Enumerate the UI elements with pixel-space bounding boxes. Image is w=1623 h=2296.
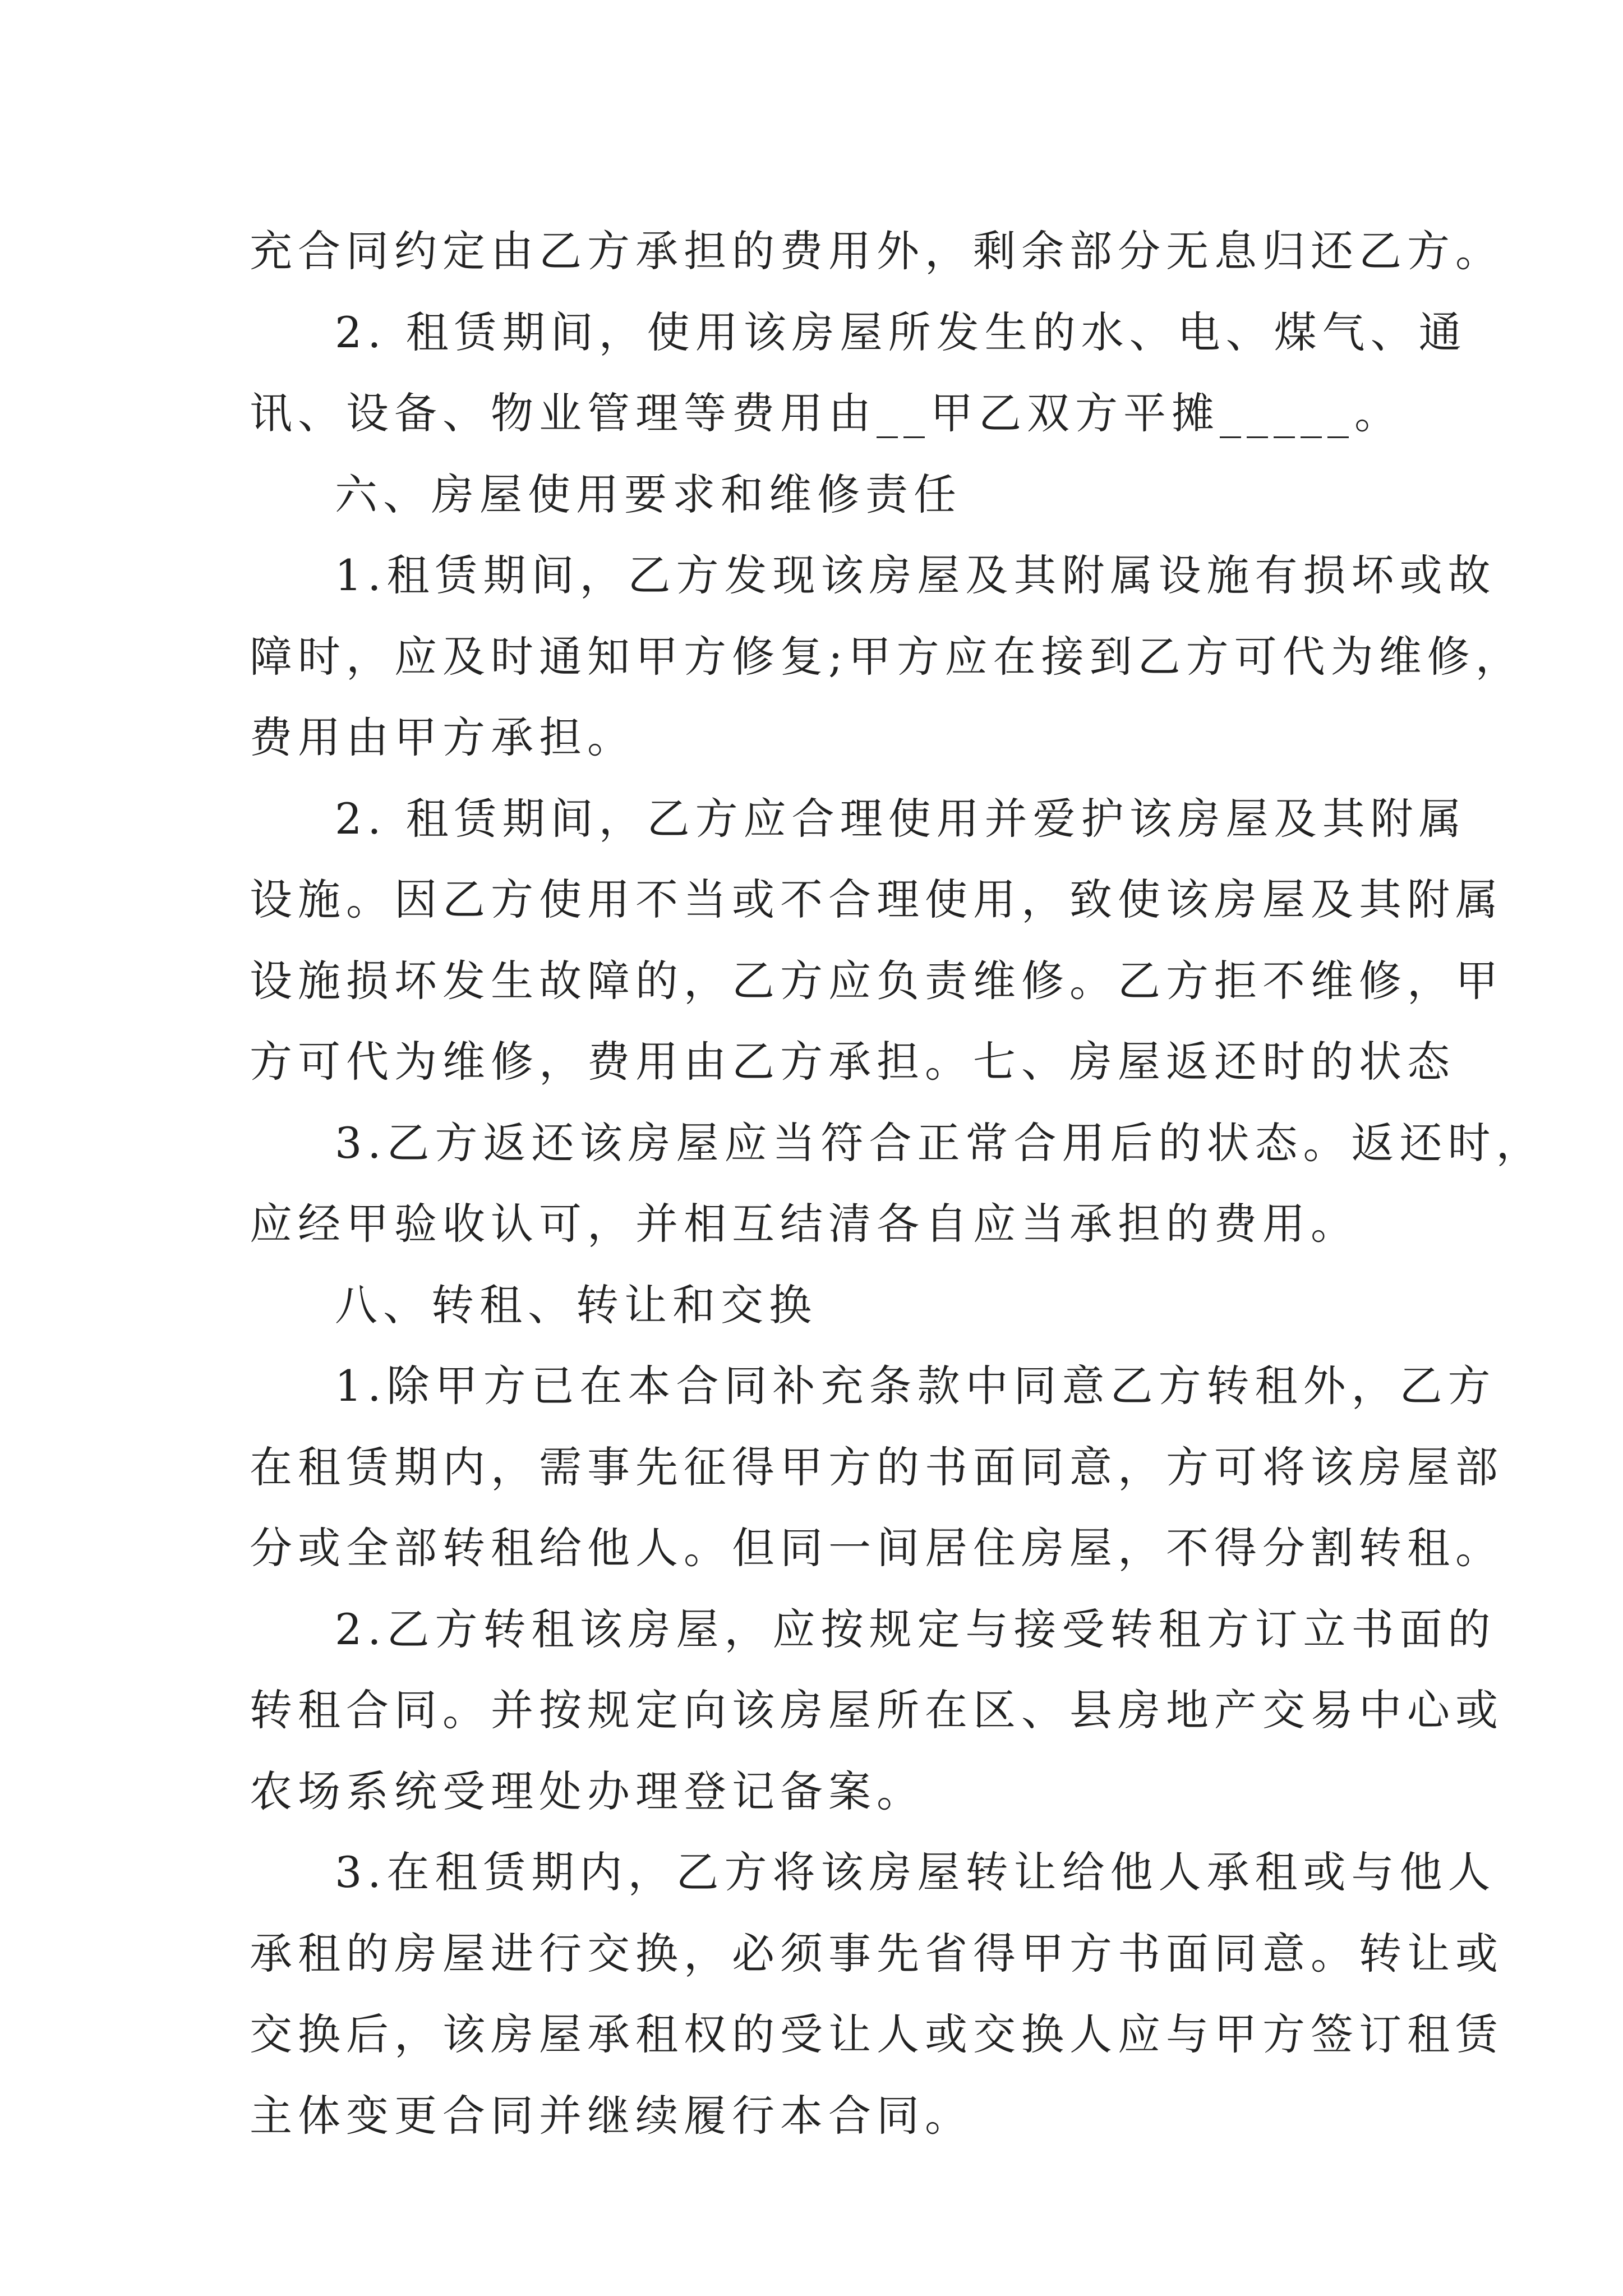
text-line: 费用由甲方承担。 bbox=[250, 712, 635, 762]
text-line: 分或全部转租给他人。但同一间居住房屋，不得分割转租。 bbox=[250, 1523, 1504, 1573]
text-line: 障时，应及时通知甲方修复;甲方应在接到乙方可代为维修， bbox=[250, 631, 1524, 682]
section-heading: 六、房屋使用要求和维修责任 bbox=[335, 469, 962, 519]
text-line: 2.乙方转租该房屋，应按规定与接受转租方订立书面的 bbox=[335, 1604, 1496, 1654]
text-line: 方可代为维修，费用由乙方承担。七、房屋返还时的状态 bbox=[250, 1037, 1455, 1087]
section-heading: 八、转租、转让和交换 bbox=[335, 1280, 817, 1330]
text-line: 1.除甲方已在本合同补充条款中同意乙方转租外，乙方 bbox=[335, 1361, 1496, 1411]
text-line: 在租赁期内，需事先征得甲方的书面同意，方可将该房屋部 bbox=[250, 1442, 1504, 1492]
text-line: 讯、设备、物业管理等费用由__甲乙双方平摊_____。 bbox=[250, 388, 1403, 438]
text-line: 设施损坏发生故障的，乙方应负责维修。乙方拒不维修，甲 bbox=[250, 955, 1504, 1006]
text-line: 农场系统受理处办理登记备案。 bbox=[250, 1766, 925, 1816]
text-line: 3.在租赁期内，乙方将该房屋转让给他人承租或与他人 bbox=[335, 1847, 1496, 1897]
document-body bbox=[250, 211, 1544, 2156]
text-line: 3.乙方返还该房屋应当符合正常合用后的状态。返还时， bbox=[335, 1117, 1544, 1168]
text-line: 主体变更合同并继续履行本合同。 bbox=[250, 2090, 973, 2141]
text-line: 充合同约定由乙方承担的费用外，剩余部分无息归还乙方。 bbox=[250, 226, 1504, 276]
text-line: 交换后，该房屋承租权的受让人或交换人应与甲方签订租赁 bbox=[250, 2009, 1504, 2059]
text-line: 承租的房屋进行交换，必须事先省得甲方书面同意。转让或 bbox=[250, 1928, 1504, 1978]
text-line: 设施。因乙方使用不当或不合理使用，致使该房屋及其附属 bbox=[250, 875, 1504, 924]
text-line: 2. 租赁期间，乙方应合理使用并爱护该房屋及其附属 bbox=[335, 793, 1467, 844]
text-line: 1.租赁期间，乙方发现该房屋及其附属设施有损坏或故 bbox=[335, 550, 1496, 600]
text-line: 转租合同。并按规定向该房屋所在区、县房地产交易中心或 bbox=[250, 1685, 1504, 1735]
text-line: 应经甲验收认可，并相互结清各自应当承担的费用。 bbox=[250, 1199, 1359, 1249]
text-line: 2. 租赁期间，使用该房屋所发生的水、电、煤气、通 bbox=[335, 307, 1467, 357]
